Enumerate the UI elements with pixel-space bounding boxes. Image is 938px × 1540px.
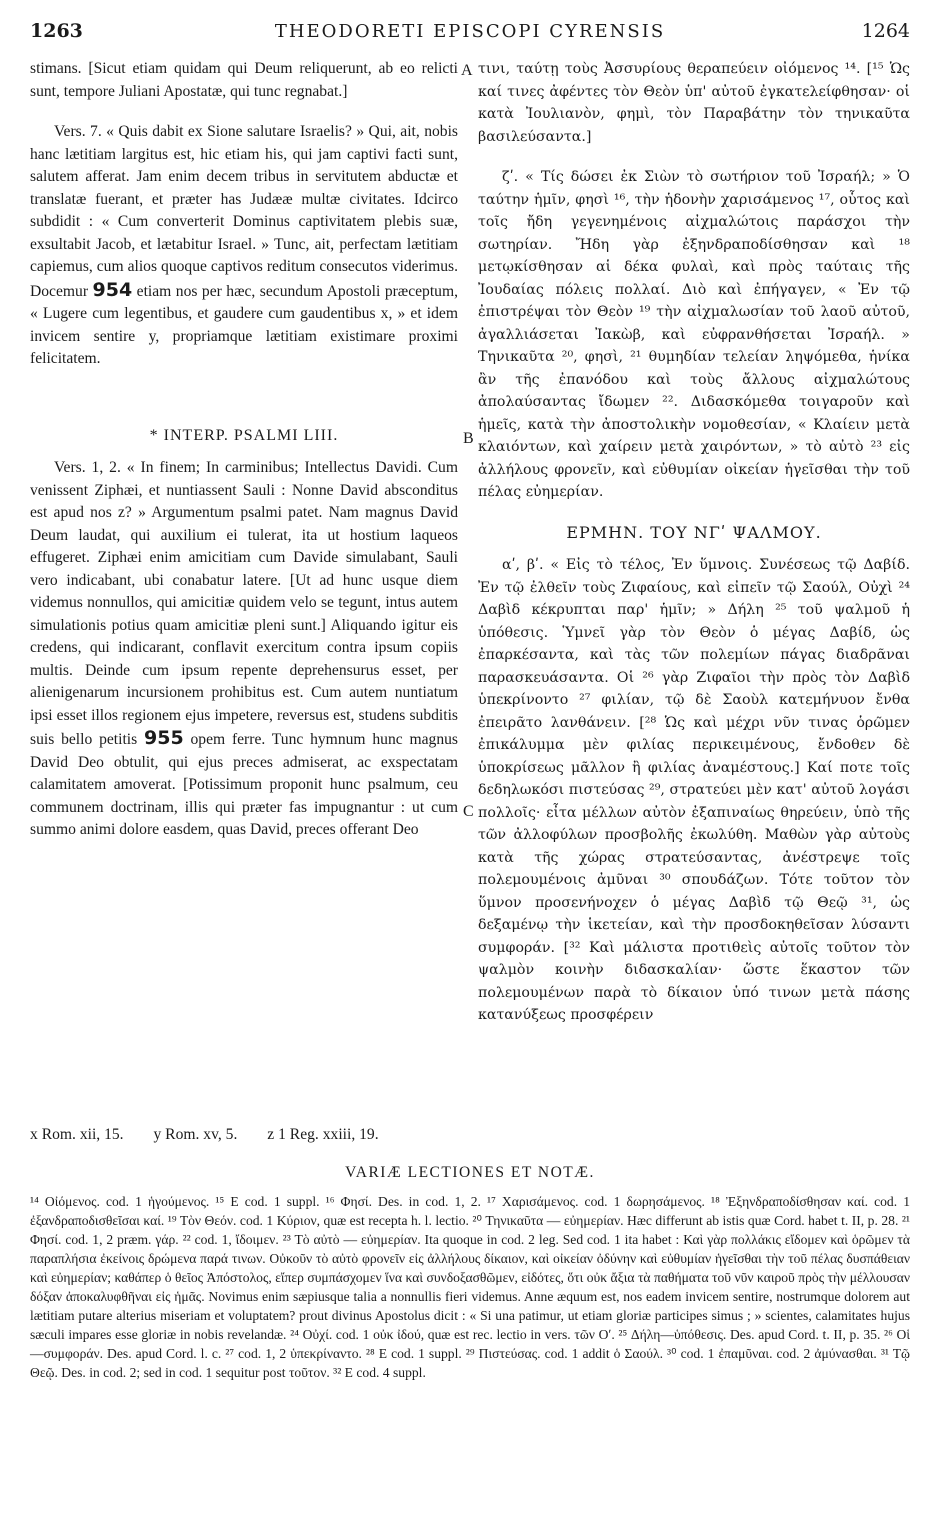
variae-text: ¹⁴ Οἰόμενος. cod. 1 ἡγούμενος. ¹⁵ E cod. 1 suppl. ¹⁶ Φησί. Des. in cod. 1, 2. ¹⁷ Χαρισάμενος. cod. 1 δωρησάμενος. ¹⁸ Ἐξηνδραποδίσθησαν καί. cod. 1 ἐξανδραποδισθεῖσαι καί. ¹⁹ Τὸν Θεόν. cod. 1 Κύριον, quæ est recepta h. l. lectio. ²⁰ Τηνικαῦτα — εὐημερίαν. Hæc differunt ab istis quæ Cord. habet t. II, p. 28. ²¹ Φησί. cod. 1, 2 præm. γάρ. ²² cod. 1, ἴδοιμεν. ²³ Τὸ αὐτὸ — εὐημερίαν. Ita quoque in cod. 2 leg. Sed cod. 1 ita habet : Καὶ γὰρ πολλάκις εἴδομεν καὶ ὁρῶμεν τὰ παραπλήσια ἐκείνοις δρώμενα παρά τινων. Οὐκοῦν τὸ αὐτὸ φρονεῖν εἰς ἀλλήλους δίκαιον, καὶ οἰκείαν ὀδύνην καὶ εὐθυμίαν ἡγεῖσθαι τὴν τοῦ πέλας δυσπάθειαν καὶ εὐημερίαν; καθάπερ ὁ θεῖος Ἀπόστολος, εἴπερ συμπάσχομεν ἵνα καὶ συνδοξασθῶμεν, εἰδότες, ὅτι οὐκ ἄξια τὰ παθήματα τοῦ νῦν καιροῦ πρὸς τὴν μέλλουσαν δόξαν ἀποκαλυφθῆναι εἰς ἡμᾶς. Novimus enim sæpiusque talia a nonnullis fieri videmus. Anne æquum est, nos eadem invicem sentire, nostrumque dolorem aut lætitiam putare alterius miseriam et voluptatem? prout divinus Apostolus dicit : « Si una patimur, ut etiam gloriæ participes simus ; » scientes, calamitates hujus sæculi impares esse gloriæ in nobis revelandæ. ²⁴ Οὐχί. cod. 1 οὐκ ἰδού, quæ est rec. lectio in vers. τῶν Oʹ. ²⁵ Δήλη—ὑπόθεσις. Des. apud Cord. t. II, p. 35. ²⁶ Οἱ—συμφοράν. Des. apud Cord. l. c. ²⁷ cod. 1, 2 ὑπεκρίναντο. ²⁸ E cod. 1 suppl. ²⁹ Πιστεύσας. cod. 1 addit ὁ Σαούλ. ³⁰ cod. 1 ἐπαμῦναι. cod. 2 ἀμύνασθαι. ³¹ Τῷ Θεῷ. Des. in cod. 2; sed in cod. 1 sequitur post τοῦτον. ³² E cod. 4 suppl. xyxy=(30,1194,910,1380)
margin-letter-a: A xyxy=(461,62,473,79)
variae-lectiones xyxy=(30,1164,910,1382)
footnote: y Rom. xv, 5. xyxy=(153,1126,238,1143)
latin-text: etiam nos per hæc, secundum Apostoli præceptum, « Lugere cum legentibus, et gaudere cum gaudentibus x, » et idem invicem sentire y, propriamque lætitiam existimare proximi felicitatem. xyxy=(30,282,459,367)
column-marker: 955 xyxy=(144,727,184,749)
latin-text: Vers. 7. « Quis dabit ex Sione salutare Israelis? » Qui, ait, nobis hanc lætitiam largitus est, hic etiam his, qui jam captivi facti sunt, salutem afferat. Jam enim decem tribus in servitutem abductæ et translatæ fuerant, et præter has Judææ multæ civitates. Idcirco subdidit : « Cum converterit Dominus captivitatem plebis suæ, exsultabit Jacob, et lætabitur Israel. » Tunc, ait, perfectam lætitiam capiemus, cum alios quoque captivos reditum consecutos viderimus. Docemur xyxy=(30,123,458,300)
running-title: THEODORETI EPISCOPI CYRENSIS xyxy=(274,21,666,42)
greek-paragraph-2: ζʹ. « Τίς δώσει ἐκ Σιὼν τὸ σωτήριον τοῦ Ἰσραήλ; » Ὁ ταύτην ἡμῖν, φησὶ ¹⁶, τὴν ἡδονὴν χαρισάμενος ¹⁷, οὗτος καὶ τοῖς ἤδη γεγενημένοις αἰχμαλώτοις παράσχοι τὴν σωτηρίαν. Ἤδη γὰρ ἐξηνδραποδίσθησαν καὶ ¹⁸ μετῳκίσθησαν αἱ δέκα φυλαὶ, καὶ πρὸς ταύταις τῆς Ἰουδαίας πόλεις πολλαί. Διὸ καὶ ἐπήγαγεν, « Ἐν τῷ ἐπιστρέψαι τὸν Θεὸν ¹⁹ τὴν αἰχμαλωσίαν τοῦ λαοῦ αὐτοῦ, ἀγαλλιάσεται Ἰακὼβ, καὶ εὐφρανθήσεται Ἰσραήλ. » Τηνικαῦτα ²⁰, φησὶ, ²¹ θυμηδίαν τελείαν ληψόμεθα, ἡνίκα ἂν τῆς ἐπανόδου καὶ τοὺς ἄλλους αἰχμαλώτους ἀπολαύσαντας ἴδωμεν ²². Διδασκόμεθα τοιγαροῦν καὶ ἡμεῖς, κατὰ τὴν ἀποστολικὴν νομοθεσίαν, « Κλαίειν μετὰ κλαιόντων, καὶ χαίρειν μετὰ χαιρόντων, » τὸ αὐτὸ ²³ εἰς ἀλλήλους φρονεῖν, καὶ εὐθυμίαν οἰκείαν ἡγεῖσθαι τὴν τοῦ πέλας εὐημερίαν. xyxy=(478,169,910,500)
margin-letter-b: B xyxy=(463,430,474,447)
latin-text: Vers. 1, 2. « In finem; In carminibus; Intellectus Davidi. Cum venissent Ziphæi, et nuntiassent Sauli : Nonne David absconditus est apud nos z? » Argumentum psalmi patet. Nam magnus David Deum laudat, qui auxilium ei tulerat, ita ut hostium laqueos effugeret. Ziphæi enim amicitiam cum Davide simulabant, Sauli vero indicabant, ubi conabatur latere. [Ut ad hunc usque diem videmus nonnullos, qui amicitiæ quidem velo se tegunt, intus autem simulationis potius quam amicitiæ pleni sunt.] Aliquando igitur eis credens, qui indicarant, conflavit exercitum contra ipsum copiis multis. Deinde cum ipsum repente deprehensurus esset, per alienigenarum incursionem prohibitus est. Cum autem nuntiatum ipsi esset illos regionem ejus impetere, reversus est, studens subditis suis bello petitis xyxy=(30,459,458,748)
greek-paragraph-3: αʹ, βʹ. « Εἰς τὸ τέλος, Ἐν ὕμνοις. Συνέσεως τῷ Δαβίδ. Ἐν τῷ ἐλθεῖν τοὺς Ζιφαίους, καὶ εἰπεῖν τῷ Σαούλ, Οὐχὶ ²⁴ Δαβὶδ κέκρυπται παρ' ἡμῖν; » Δήλη ²⁵ τοῦ ψαλμοῦ ἡ ὑπόθεσις. Ὑμνεῖ γὰρ τὸν Θεὸν ὁ μέγας Δαβίδ, ὡς ἐπαρκέσαντα, καὶ τὰς τῶν πολεμίων πάγας διαδρᾶναι παρασκευάσαντα. Οἱ ²⁶ γὰρ Ζιφαῖοι τὴν πρὸς τὸν Δαβὶδ ὑπεκρίνοντο ²⁷ φιλίαν, τῷ δὲ Σαοὺλ κατεμήνυον ἔνθα ἐπειρᾶτο λανθάνειν. [²⁸ Ὡς καὶ μέχρι νῦν τινας ὁρῶμεν ἐπικάλυμμα μὲν φιλίας περικειμένους, ἔνδοθεν δὲ ὑποκρίσεως μᾶλλον ἢ φιλίας ἀναμέστους.] Καί ποτε τοῖς δεδηλωκόσι πιστεύσας ²⁹, στρατεύει μὲν κατ' αὐτοῦ λογάσι πολλοῖς· εἶτα μέλλων αὐτὸν ἐξαπιναίως θηρεύειν, ὑπὸ τῆς τῶν ἀλλοφύλων προσβολῆς ἐκωλύθη. Μαθὼν γὰρ αὐτοὺς κατὰ τῆς χώρας στρατεύσαντας, ἀνέστρεψε τοῖς πολεμουμένοις ἀμῦναι ³⁰ σπουδάζων. Τότε τοῦτον τὸν ὕμνον προσενήνοχεν ὁ μέγας Δαβὶδ τῷ Θεῷ ³¹, ὡς δεξαμένῳ τὴν ἱκετείαν, καὶ τὴν προσδοκηθεῖσαν λύσαντι συμφοράν. [³² Καὶ μάλιστα προτιθεὶς αὐτοῖς τοῦτον τὸν ψαλμὸν κοινὴν διδασκαλίαν· ὥστε ἕκαστον τῶν πολεμουμένων παρὰ τὸ δίκαιον ὑπό τινων μετὰ πάσης κατανύξεως προσφέρειν xyxy=(478,557,910,1023)
scripture-footnotes xyxy=(30,1126,910,1144)
variae-title: VARIÆ LECTIONES ET NOTÆ. xyxy=(345,1164,595,1181)
latin-paragraph-1: stimans. [Sicut etiam quidam qui Deum reliquerunt, ab eo relicti sunt, tempore Juliani Apostatæ, qui tunc regnabat.] xyxy=(30,60,458,100)
page-number-left: 1263 xyxy=(30,20,83,42)
latin-section-heading: * INTERP. PSALMI LIII. xyxy=(149,426,339,444)
latin-text: opem ferre. Tunc hymnum hunc magnus David Deo obtulit, qui ejus preces admiserat, ac exspectatam calamitatem amoverat. [Potissimum proponit hunc psalmum, ceu communem doctrinam, illis qui præter fas impugnantur : ut cum summo animi dolore easdem, quas David, preces offerant Deo xyxy=(30,731,458,838)
page-number-right: 1264 xyxy=(861,20,910,42)
latin-paragraph-2 xyxy=(30,121,458,371)
latin-column xyxy=(30,58,458,842)
greek-section-heading: ΕΡΜΗΝ. ΤΟΥ ΝΓʹ ΨΑΛΜΟΥ. xyxy=(566,522,822,542)
greek-column xyxy=(478,58,910,1027)
column-marker: 954 xyxy=(92,278,133,301)
latin-paragraph-3 xyxy=(30,457,458,842)
margin-letter-c: C xyxy=(463,803,474,820)
greek-paragraph-1: τινι, ταύτῃ τοὺς Ἀσσυρίους θεραπεύειν οἰόμενος ¹⁴. [¹⁵ Ὡς καί τινες ἀφέντες τὸν Θεὸν ὑπ' αὐτοῦ ἐγκατελείφθησαν· οἱ κατὰ Ἰουλιανὸν, φημὶ, τὸν Παραβάτην τὸν τηνικαῦτα βασιλεύσαντα.] xyxy=(478,61,910,145)
footnote: z 1 Reg. xxiii, 19. xyxy=(267,1126,379,1143)
page-header xyxy=(30,20,910,50)
footnote: x Rom. xii, 15. xyxy=(30,1126,124,1143)
